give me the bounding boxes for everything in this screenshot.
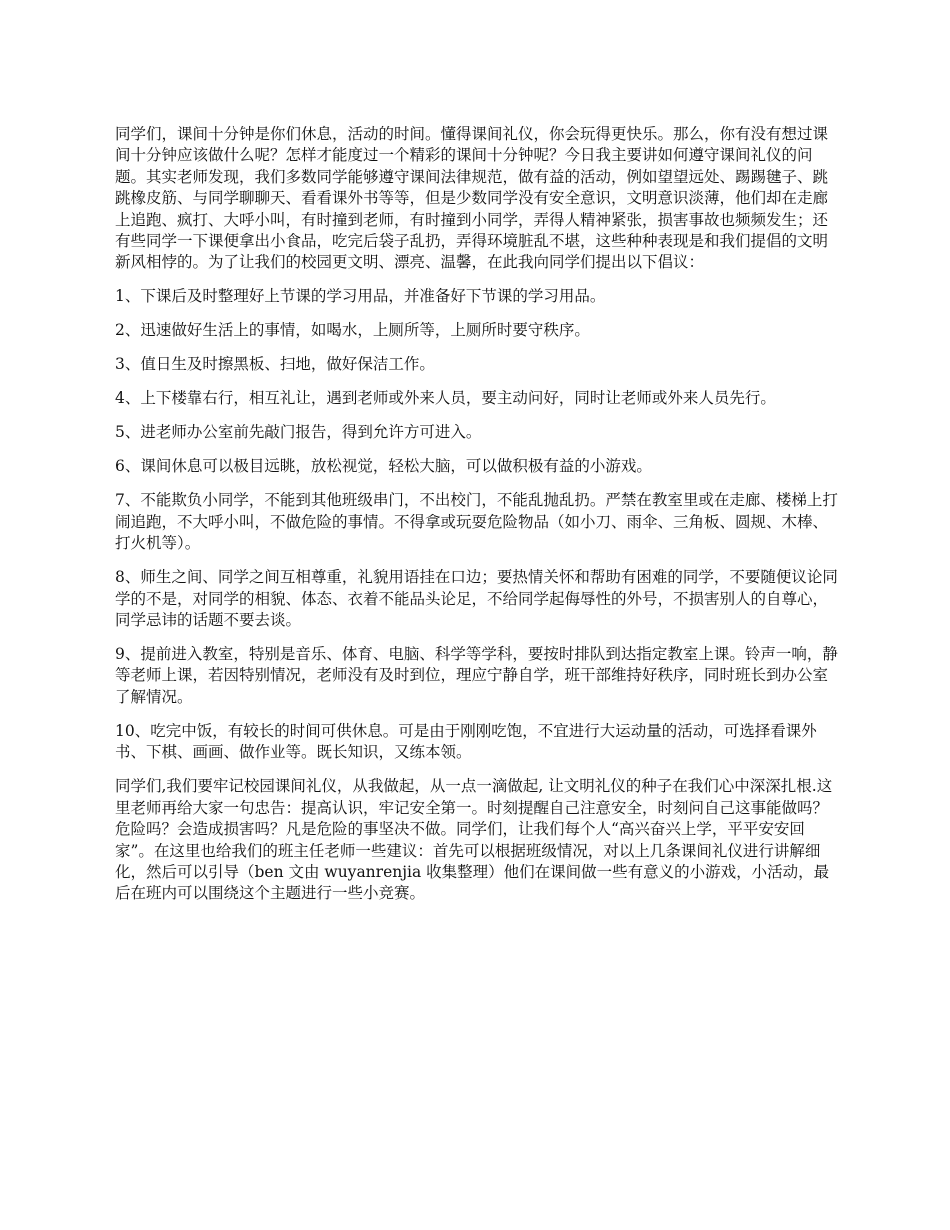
list-item: 9、提前进入教室，特别是音乐、体育、电脑、科学等学科，要按时排队到达指定教室上课。铃声一响，静等老师上课，若因特别情况，老师没有及时到位，理应宁静自学，班干部维持好秩序，同时班长到办公室了解情况。 bbox=[115, 645, 838, 706]
list-item: 10、吃完中饭，有较长的时间可供休息。可是由于刚刚吃饱，不宜进行大运动量的活动，可选择看课外书、下棋、画画、做作业等。既长知识，又练本领。 bbox=[115, 721, 817, 762]
intro-paragraph: 同学们，课间十分钟是你们休息，活动的时间。懂得课间礼仪，你会玩得更快乐。那么，你有没有想过课间十分钟应该做什么呢？怎样才能度过一个精彩的课间十分钟呢？今日我主要讲如何遵守课间礼仪的问题。其实老师发现，我们多数同学能够遵守课间法律规范，做有益的活动，例如望望远处、踢踢毽子、跳跳橡皮筋、与同学聊聊天、看看课外书等等，但是少数同学没有安全意识，文明意识淡薄，他们却在走廊上追跑、疯打、大呼小叫，有时撞到老师，有时撞到小同学，弄得人精神紧张，损害事故也频频发生；还有些同学一下课便拿出小食品，吃完后袋子乱扔，弄得环境脏乱不堪，这些种种表现是和我们提倡的文明新风相悖的。为了让我们的校园更文明、漂亮、温馨，在此我向同学们提出以下倡议： bbox=[115, 125, 829, 272]
document-body bbox=[115, 124, 840, 917]
list-item: 8、师生之间、同学之间互相尊重，礼貌用语挂在口边；要热情关怀和帮助有困难的同学，不要随便议论同学的不是，对同学的相貌、体态、衣着不能品头论足，不给同学起侮辱性的外号，不损害别人的自尊心，同学忌讳的话题不要去谈。 bbox=[115, 568, 838, 630]
list-item: 6、课间休息可以极目远眺，放松视觉，轻松大脑，可以做积极有益的小游戏。 bbox=[115, 457, 652, 476]
list-item: 7、不能欺负小同学，不能到其他班级串门，不出校门，不能乱抛乱扔。严禁在教室里或在走廊、楼梯上打闹追跑，不大呼小叫，不做危险的事情。不得拿或玩耍危险物品（如小刀、雨伞、三角板、圆规、木棒、打火机等）。 bbox=[115, 491, 838, 553]
list-item: 2、迅速做好生活上的事情，如喝水，上厕所等，上厕所时要守秩序。 bbox=[115, 321, 590, 340]
list-item: 1、下课后及时整理好上节课的学习用品，并准备好下节课的学习用品。 bbox=[115, 287, 606, 306]
list-item: 3、值日生及时擦黑板、扫地，做好保洁工作。 bbox=[115, 355, 435, 374]
closing-paragraph: 同学们,我们要牢记校园课间礼仪，从我做起，从一点一滴做起, 让文明礼仪的种子在我们心中深深扎根.这里老师再给大家一句忠告：提高认识，牢记安全第一。时刻提醒自己注意安全，时刻问自己这事能做吗？危险吗？会造成损害吗？凡是危险的事坚决不做。同学们，让我们每个人“高兴奋兴上学，平平安安回家”。在这里也给我们的班主任老师一些建议：首先可以根据班级情况，对以上几条课间礼仪进行讲解细化，然后可以引导（ben 文由 wuyanrenjia 收集整理）他们在课间做一些有意义的小游戏，小活动，最后在班内可以围绕这个主题进行一些小竞赛。 bbox=[115, 777, 833, 903]
list-item: 5、进老师办公室前先敲门报告，得到允许方可进入。 bbox=[115, 423, 482, 442]
list-item: 4、上下楼靠右行，相互礼让，遇到老师或外来人员，要主动问好，同时让老师或外来人员先行。 bbox=[115, 389, 776, 408]
